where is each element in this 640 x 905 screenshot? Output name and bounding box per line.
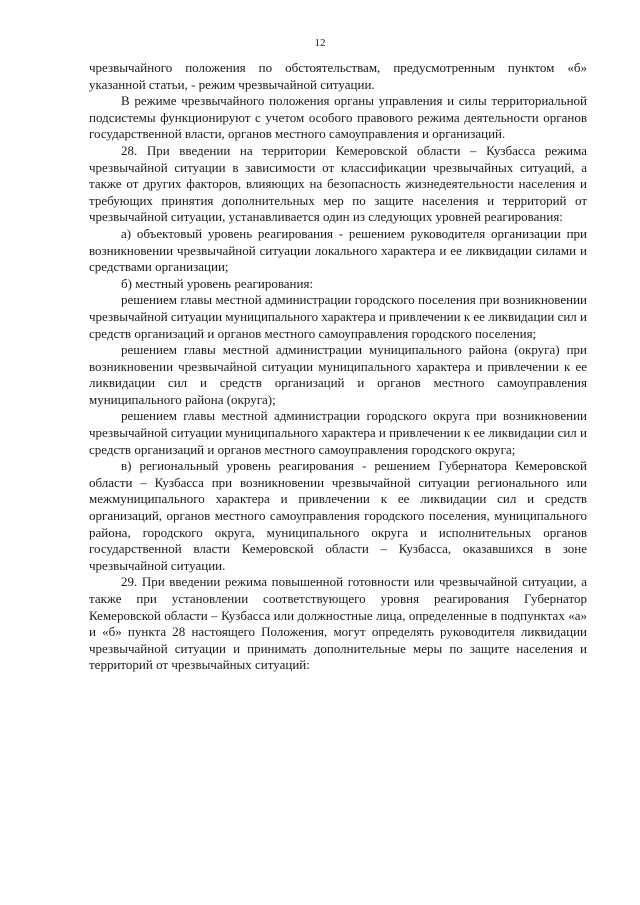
paragraph-urban-settlement: решением главы местной администрации городского поселения при возникновении чрезвычайной ситуации муниципального характера и привлечении к ее ликвидации сил и средств организаций и органов местного самоуправления городского поселения; (89, 292, 587, 341)
paragraph-item-29: 29. При введении режима повышенной готовности или чрезвычайной ситуации, а также при установлении соответствующего уровня реагирования Губернатор Кемеровской области – Кузбасса или должностные лица, определенные в подпунктах «а» и «б» пункта 28 настоящего Положения, могут определять руководителя ликвидации чрезвычайной ситуации и принимать дополнительные меры по защите населения и территорий от чрезвычайных ситуаций: (89, 574, 587, 673)
paragraph-item-28: 28. При введении на территории Кемеровской области – Кузбасса режима чрезвычайной ситуации в зависимости от классификации чрезвычайных ситуаций, а также от других факторов, влияющих на безопасность жизнедеятельности населения и требующих принятия дополнительных мер по защите населения и территорий от чрезвычайной ситуации, устанавливается один из следующих уровней реагирования: (89, 142, 587, 225)
paragraph-urban-district: решением главы местной администрации городского округа при возникновении чрезвычайной ситуации муниципального характера и привлечении к ее ликвидации сил и средств организаций и органов местного самоуправления городского округа; (89, 408, 587, 457)
paragraph-municipal-district: решением главы местной администрации муниципального района (округа) при возникновении чрезвычайной ситуации муниципального характера и привлечении к ее ликвидации сил и средств организаций и органов местного самоуправления муниципального района (округа); (89, 342, 587, 407)
paragraph-emergency-regime: В режиме чрезвычайного положения органы управления и силы территориальной подсистемы функционируют с учетом особого правового режима деятельности органов государственной власти, органов местного самоуправления и организаций. (89, 93, 587, 142)
document-body (89, 60, 587, 674)
paragraph-item-28v: в) региональный уровень реагирования - решением Губернатора Кемеровской области – Кузбасса при возникновении чрезвычайной ситуации регионального или межмуниципального характера и привлечении к ее ликвидации сил и средств организаций, органов местного самоуправления городского поселения, муниципального района, городского округа, муниципального округа и исполнительных органов государственной власти Кемеровской области – Кузбасса, оказавшихся в зоне чрезвычайной ситуации. (89, 458, 587, 573)
paragraph-item-28a: а) объектовый уровень реагирования - решением руководителя организации при возникновении чрезвычайной ситуации локального характера и ее ликвидации силами и средствами организации; (89, 225, 587, 275)
paragraph-continuation: чрезвычайного положения по обстоятельствам, предусмотренным пунктом «б» указанной статьи, - режим чрезвычайной ситуации. (89, 60, 587, 92)
page-number: 12 (314, 37, 326, 49)
paragraph-item-28b: б) местный уровень реагирования: (121, 275, 314, 291)
